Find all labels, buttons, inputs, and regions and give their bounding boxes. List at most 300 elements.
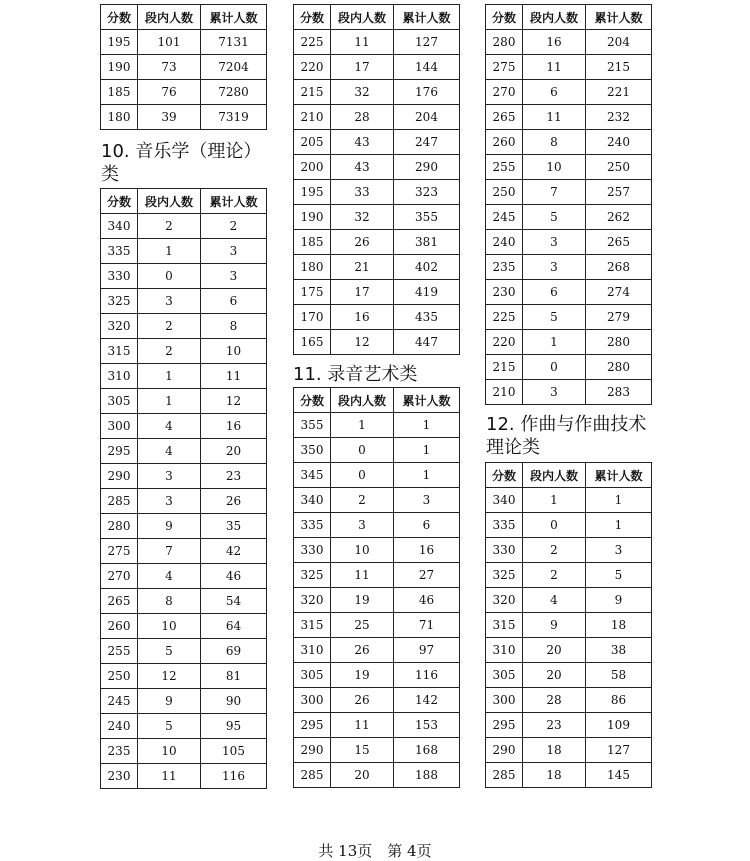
cell-segment-count: 16: [331, 305, 394, 330]
cell-cumulative-count: 153: [394, 713, 460, 738]
cell-score: 315: [101, 339, 138, 364]
cell-segment-count: 7: [138, 539, 201, 564]
cell-segment-count: 28: [523, 688, 586, 713]
cell-segment-count: 32: [331, 205, 394, 230]
table-row: [486, 230, 652, 255]
cell-cumulative-count: 116: [394, 663, 460, 688]
table-row: [101, 389, 267, 414]
cell-cumulative-count: 10: [201, 339, 267, 364]
cell-cumulative-count: 290: [394, 155, 460, 180]
col2-table-a: [293, 4, 460, 355]
cell-cumulative-count: 3: [394, 488, 460, 513]
cell-segment-count: 1: [138, 364, 201, 389]
col1-table-section10: [100, 188, 267, 789]
cell-cumulative-count: 402: [394, 255, 460, 280]
cell-segment-count: 26: [331, 230, 394, 255]
cell-score: 260: [486, 130, 523, 155]
section-10-title: [101, 140, 261, 186]
cell-segment-count: 1: [523, 488, 586, 513]
cell-cumulative-count: 215: [586, 55, 652, 80]
cell-segment-count: 7: [523, 180, 586, 205]
cell-score: 260: [101, 614, 138, 639]
table-row: [294, 713, 460, 738]
cell-segment-count: 26: [331, 688, 394, 713]
cell-segment-count: 2: [331, 488, 394, 513]
cell-cumulative-count: 168: [394, 738, 460, 763]
table-row: [101, 589, 267, 614]
cell-cumulative-count: 240: [586, 130, 652, 155]
table-row: [294, 738, 460, 763]
table-row: [294, 130, 460, 155]
table-row: [294, 55, 460, 80]
cell-cumulative-count: 188: [394, 763, 460, 788]
cell-cumulative-count: 250: [586, 155, 652, 180]
score-table: [100, 4, 267, 130]
score-table: [485, 462, 652, 788]
table-row: [101, 689, 267, 714]
table-row: [486, 55, 652, 80]
table-row: [294, 255, 460, 280]
table-row: [294, 613, 460, 638]
header-segment-count: 段内人数: [523, 463, 586, 488]
cell-segment-count: 2: [523, 563, 586, 588]
cell-cumulative-count: 16: [394, 538, 460, 563]
cell-segment-count: 8: [523, 130, 586, 155]
cell-cumulative-count: 3: [586, 538, 652, 563]
cell-cumulative-count: 127: [586, 738, 652, 763]
cell-cumulative-count: 20: [201, 439, 267, 464]
table-row: [294, 80, 460, 105]
cell-cumulative-count: 71: [394, 613, 460, 638]
table-row: [294, 588, 460, 613]
cell-cumulative-count: 86: [586, 688, 652, 713]
header-score: 分数: [486, 463, 523, 488]
table-row: [486, 205, 652, 230]
cell-cumulative-count: 265: [586, 230, 652, 255]
cell-cumulative-count: 9: [586, 588, 652, 613]
cell-score: 325: [101, 289, 138, 314]
cell-score: 330: [486, 538, 523, 563]
cell-segment-count: 3: [523, 230, 586, 255]
cell-score: 340: [294, 488, 331, 513]
cell-segment-count: 2: [138, 314, 201, 339]
cell-segment-count: 76: [138, 80, 201, 105]
table-row: [101, 364, 267, 389]
header-cumulative-count: 累计人数: [394, 388, 460, 413]
cell-segment-count: 39: [138, 105, 201, 130]
cell-cumulative-count: 46: [394, 588, 460, 613]
cell-cumulative-count: 447: [394, 330, 460, 355]
table-row: [486, 380, 652, 405]
cell-cumulative-count: 204: [394, 105, 460, 130]
cell-segment-count: 1: [138, 239, 201, 264]
col3-table-section12: [485, 462, 652, 788]
cell-segment-count: 3: [523, 255, 586, 280]
table-row: [101, 30, 267, 55]
cell-score: 175: [294, 280, 331, 305]
cell-segment-count: 18: [523, 763, 586, 788]
cell-segment-count: 0: [138, 264, 201, 289]
table-row: [486, 330, 652, 355]
cell-cumulative-count: 7319: [201, 105, 267, 130]
cell-score: 240: [101, 714, 138, 739]
cell-segment-count: 3: [138, 289, 201, 314]
cell-score: 330: [101, 264, 138, 289]
cell-cumulative-count: 1: [586, 513, 652, 538]
section-12-title-line1: 12. 作曲与作曲技术: [486, 414, 647, 435]
cell-cumulative-count: 204: [586, 30, 652, 55]
cell-cumulative-count: 97: [394, 638, 460, 663]
table-row: [101, 664, 267, 689]
cell-score: 285: [486, 763, 523, 788]
cell-segment-count: 5: [523, 305, 586, 330]
table-row: [294, 563, 460, 588]
cell-segment-count: 0: [523, 355, 586, 380]
table-row: [101, 714, 267, 739]
header-segment-count: 段内人数: [331, 5, 394, 30]
cell-score: 270: [486, 80, 523, 105]
cell-score: 310: [294, 638, 331, 663]
cell-score: 355: [294, 413, 331, 438]
header-score: 分数: [101, 189, 138, 214]
cell-segment-count: 0: [331, 438, 394, 463]
cell-score: 255: [486, 155, 523, 180]
cell-segment-count: 23: [523, 713, 586, 738]
cell-segment-count: 33: [331, 180, 394, 205]
table-row: [101, 214, 267, 239]
col2-table-section11: [293, 387, 460, 788]
cell-score: 200: [294, 155, 331, 180]
header-score: 分数: [294, 388, 331, 413]
cell-segment-count: 25: [331, 613, 394, 638]
cell-score: 335: [101, 239, 138, 264]
table-row: [294, 513, 460, 538]
cell-segment-count: 5: [138, 714, 201, 739]
cell-score: 230: [486, 280, 523, 305]
table-row: [101, 55, 267, 80]
cell-cumulative-count: 1: [394, 438, 460, 463]
cell-segment-count: 4: [138, 414, 201, 439]
cell-segment-count: 9: [138, 514, 201, 539]
cell-segment-count: 21: [331, 255, 394, 280]
cell-score: 350: [294, 438, 331, 463]
cell-cumulative-count: 280: [586, 330, 652, 355]
table-row: [486, 30, 652, 55]
cell-segment-count: 11: [331, 30, 394, 55]
table-row: [486, 588, 652, 613]
table-row: [486, 763, 652, 788]
table-row: [486, 180, 652, 205]
cell-score: 300: [294, 688, 331, 713]
score-table: [293, 387, 460, 788]
cell-cumulative-count: 38: [586, 638, 652, 663]
cell-score: 290: [101, 464, 138, 489]
table-row: [101, 314, 267, 339]
cell-segment-count: 8: [138, 589, 201, 614]
cell-cumulative-count: 381: [394, 230, 460, 255]
cell-cumulative-count: 176: [394, 80, 460, 105]
cell-score: 330: [294, 538, 331, 563]
header-segment-count: 段内人数: [138, 5, 201, 30]
cell-segment-count: 4: [138, 439, 201, 464]
cell-cumulative-count: 109: [586, 713, 652, 738]
cell-score: 235: [101, 739, 138, 764]
table-row: [486, 80, 652, 105]
cell-score: 240: [486, 230, 523, 255]
table-row: [294, 413, 460, 438]
cell-segment-count: 5: [138, 639, 201, 664]
cell-segment-count: 0: [331, 463, 394, 488]
cell-cumulative-count: 46: [201, 564, 267, 589]
header-segment-count: 段内人数: [523, 5, 586, 30]
table-row: [294, 330, 460, 355]
table-row: [101, 439, 267, 464]
cell-score: 285: [294, 763, 331, 788]
cell-score: 215: [486, 355, 523, 380]
cell-cumulative-count: 283: [586, 380, 652, 405]
cell-score: 265: [486, 105, 523, 130]
cell-segment-count: 2: [138, 214, 201, 239]
table-row: [294, 488, 460, 513]
cell-segment-count: 17: [331, 55, 394, 80]
cell-segment-count: 26: [331, 638, 394, 663]
cell-score: 315: [486, 613, 523, 638]
table-row: [294, 688, 460, 713]
cell-score: 210: [294, 105, 331, 130]
cell-cumulative-count: 7204: [201, 55, 267, 80]
cell-score: 295: [486, 713, 523, 738]
cell-cumulative-count: 81: [201, 664, 267, 689]
cell-cumulative-count: 232: [586, 105, 652, 130]
table-row: [101, 289, 267, 314]
section-12-title: [486, 413, 646, 459]
table-row: [101, 489, 267, 514]
cell-segment-count: 10: [331, 538, 394, 563]
cell-score: 265: [101, 589, 138, 614]
cell-cumulative-count: 90: [201, 689, 267, 714]
cell-score: 325: [486, 563, 523, 588]
cell-score: 340: [486, 488, 523, 513]
cell-score: 345: [294, 463, 331, 488]
cell-cumulative-count: 26: [201, 489, 267, 514]
cell-cumulative-count: 2: [201, 214, 267, 239]
cell-score: 170: [294, 305, 331, 330]
cell-segment-count: 43: [331, 155, 394, 180]
cell-score: 320: [486, 588, 523, 613]
cell-score: 335: [294, 513, 331, 538]
cell-cumulative-count: 8: [201, 314, 267, 339]
cell-score: 335: [486, 513, 523, 538]
cell-cumulative-count: 435: [394, 305, 460, 330]
table-row: [294, 663, 460, 688]
section-10-title-line1: 10. 音乐学（理论）: [101, 141, 262, 162]
cell-cumulative-count: 274: [586, 280, 652, 305]
cell-cumulative-count: 3: [201, 264, 267, 289]
cell-segment-count: 3: [331, 513, 394, 538]
cell-cumulative-count: 221: [586, 80, 652, 105]
cell-segment-count: 11: [331, 713, 394, 738]
cell-cumulative-count: 1: [394, 413, 460, 438]
table-row: [294, 155, 460, 180]
cell-cumulative-count: 1: [394, 463, 460, 488]
table-row: [101, 764, 267, 789]
cell-cumulative-count: 27: [394, 563, 460, 588]
cell-segment-count: 11: [138, 764, 201, 789]
cell-segment-count: 1: [138, 389, 201, 414]
cell-cumulative-count: 257: [586, 180, 652, 205]
cell-segment-count: 9: [138, 689, 201, 714]
table-row: [486, 280, 652, 305]
cell-segment-count: 19: [331, 663, 394, 688]
cell-segment-count: 19: [331, 588, 394, 613]
cell-score: 195: [101, 30, 138, 55]
cell-segment-count: 10: [138, 739, 201, 764]
cell-score: 190: [101, 55, 138, 80]
cell-score: 220: [294, 55, 331, 80]
table-row: [101, 339, 267, 364]
header-cumulative-count: 累计人数: [394, 5, 460, 30]
cell-segment-count: 1: [523, 330, 586, 355]
cell-cumulative-count: 42: [201, 539, 267, 564]
cell-score: 285: [101, 489, 138, 514]
table-row: [486, 155, 652, 180]
cell-cumulative-count: 280: [586, 355, 652, 380]
table-row: [101, 564, 267, 589]
cell-cumulative-count: 5: [586, 563, 652, 588]
header-score: 分数: [294, 5, 331, 30]
cell-cumulative-count: 69: [201, 639, 267, 664]
score-table: [485, 4, 652, 405]
table-row: [294, 280, 460, 305]
cell-cumulative-count: 3: [201, 239, 267, 264]
cell-segment-count: 6: [523, 280, 586, 305]
cell-cumulative-count: 16: [201, 414, 267, 439]
page-footer: 共 13页 第 4页: [318, 842, 432, 860]
col1-table-a: [100, 4, 267, 130]
cell-segment-count: 16: [523, 30, 586, 55]
cell-score: 185: [101, 80, 138, 105]
cell-score: 305: [486, 663, 523, 688]
cell-segment-count: 0: [523, 513, 586, 538]
header-cumulative-count: 累计人数: [201, 189, 267, 214]
cell-segment-count: 18: [523, 738, 586, 763]
cell-cumulative-count: 355: [394, 205, 460, 230]
table-row: [101, 614, 267, 639]
table-row: [294, 180, 460, 205]
cell-score: 215: [294, 80, 331, 105]
cell-score: 280: [486, 30, 523, 55]
cell-score: 190: [294, 205, 331, 230]
table-row: [101, 739, 267, 764]
cell-segment-count: 12: [331, 330, 394, 355]
cell-cumulative-count: 323: [394, 180, 460, 205]
cell-score: 295: [101, 439, 138, 464]
cell-score: 320: [101, 314, 138, 339]
cell-cumulative-count: 279: [586, 305, 652, 330]
cell-cumulative-count: 268: [586, 255, 652, 280]
cell-score: 210: [486, 380, 523, 405]
table-row: [486, 538, 652, 563]
table-row: [294, 105, 460, 130]
cell-score: 300: [101, 414, 138, 439]
table-row: [486, 663, 652, 688]
cell-score: 295: [294, 713, 331, 738]
cell-score: 250: [101, 664, 138, 689]
cell-score: 230: [101, 764, 138, 789]
cell-cumulative-count: 419: [394, 280, 460, 305]
cell-score: 245: [101, 689, 138, 714]
cell-segment-count: 12: [138, 664, 201, 689]
cell-score: 245: [486, 205, 523, 230]
cell-score: 250: [486, 180, 523, 205]
cell-segment-count: 9: [523, 613, 586, 638]
cell-cumulative-count: 7280: [201, 80, 267, 105]
cell-score: 325: [294, 563, 331, 588]
cell-score: 280: [101, 514, 138, 539]
cell-segment-count: 3: [523, 380, 586, 405]
table-row: [101, 239, 267, 264]
cell-score: 235: [486, 255, 523, 280]
cell-cumulative-count: 95: [201, 714, 267, 739]
table-row: [486, 105, 652, 130]
table-row: [101, 639, 267, 664]
cell-cumulative-count: 6: [201, 289, 267, 314]
cell-segment-count: 15: [331, 738, 394, 763]
cell-cumulative-count: 145: [586, 763, 652, 788]
cell-score: 310: [101, 364, 138, 389]
col3-table-a: [485, 4, 652, 405]
cell-segment-count: 11: [523, 55, 586, 80]
table-row: [101, 414, 267, 439]
table-row: [294, 463, 460, 488]
header-score: 分数: [101, 5, 138, 30]
table-row: [486, 130, 652, 155]
cell-cumulative-count: 127: [394, 30, 460, 55]
section-12-title-line2: 理论类: [486, 437, 540, 458]
table-row: [486, 355, 652, 380]
cell-cumulative-count: 18: [586, 613, 652, 638]
cell-segment-count: 5: [523, 205, 586, 230]
table-row: [101, 539, 267, 564]
table-row: [101, 464, 267, 489]
cell-cumulative-count: 23: [201, 464, 267, 489]
cell-cumulative-count: 6: [394, 513, 460, 538]
cell-score: 275: [101, 539, 138, 564]
cell-cumulative-count: 11: [201, 364, 267, 389]
section-11-title: 11. 录音艺术类: [293, 364, 418, 385]
cell-segment-count: 20: [523, 663, 586, 688]
cell-segment-count: 73: [138, 55, 201, 80]
score-table: [100, 188, 267, 789]
table-row: [294, 538, 460, 563]
header-cumulative-count: 累计人数: [586, 5, 652, 30]
score-table: [293, 4, 460, 355]
table-row: [486, 638, 652, 663]
table-row: [101, 264, 267, 289]
cell-score: 205: [294, 130, 331, 155]
table-row: [101, 105, 267, 130]
table-row: [486, 688, 652, 713]
cell-score: 305: [101, 389, 138, 414]
cell-score: 225: [486, 305, 523, 330]
cell-score: 340: [101, 214, 138, 239]
cell-cumulative-count: 1: [586, 488, 652, 513]
cell-segment-count: 20: [523, 638, 586, 663]
table-row: [294, 30, 460, 55]
cell-score: 180: [294, 255, 331, 280]
cell-cumulative-count: 7131: [201, 30, 267, 55]
cell-score: 270: [101, 564, 138, 589]
